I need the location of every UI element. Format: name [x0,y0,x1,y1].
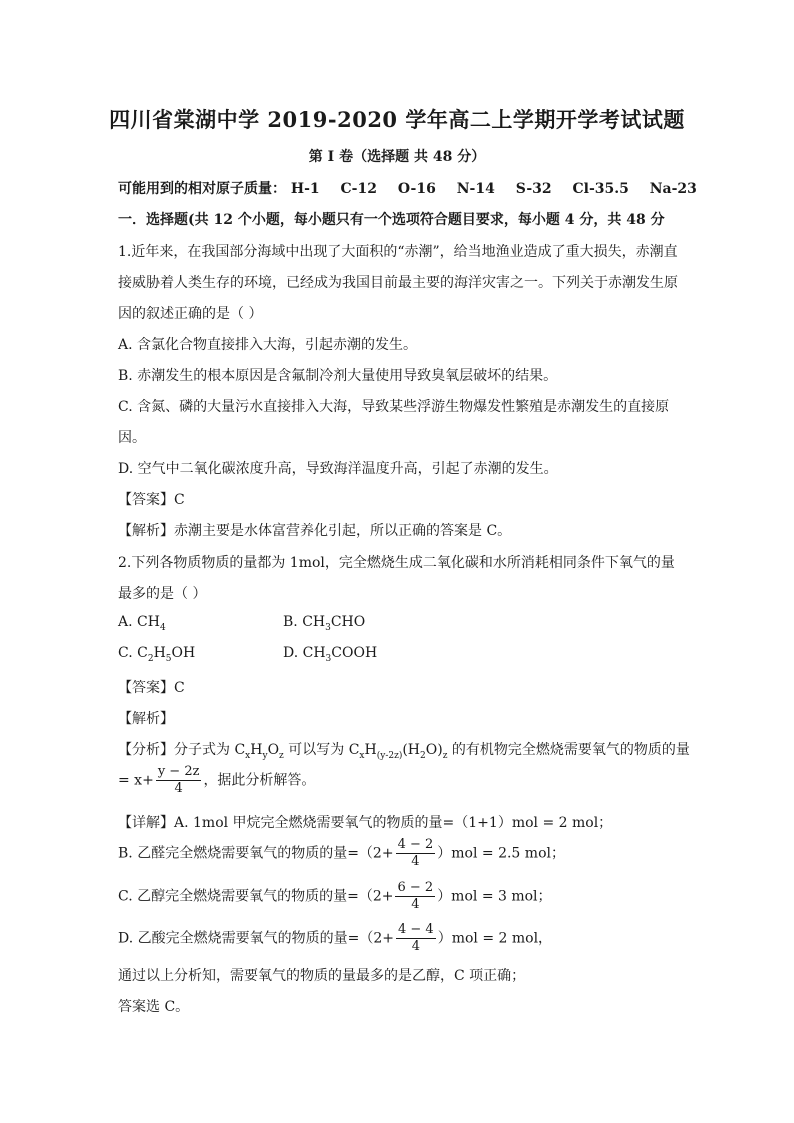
q2-analysis-label: 【解析】 [118,711,174,727]
detail-c-fraction: $\frac{6 - 2}{4}$ [397,880,434,912]
q1-stem-line3: 因的叙述正确的是（ ） [118,306,263,322]
atomic-mass-cl: Cl-35.5 [572,181,629,197]
detail-d-fraction: $\frac{4 - 4}{4}$ [398,922,434,954]
q1-analysis: 【解析】赤潮主要是水体富营养化引起，所以正确的答案是 C。 [118,523,512,539]
atomic-mass-n: N-14 [456,181,495,197]
atomic-mass-na: Na-23 [649,181,697,197]
q2-conclusion: 通过以上分析知，需要氧气的物质的量最多的是乙醇，C 项正确； [118,968,526,984]
q1-answer: 【答案】C [118,492,185,508]
atomic-mass-c: C-12 [340,181,377,197]
q1-option-d: D. 空气中二氧化碳浓度升高，导致海洋温度升高，引起了赤潮的发生。 [118,461,558,477]
q1-option-c-line1: C. 含氮、磷的大量污水直接排入大海，导致某些浮游生物爆发性繁殖是赤潮发生的直接原 [118,399,670,415]
q1-option-c-line2: 因。 [118,430,146,446]
q2-detail-b: B. 乙醛完全燃烧需要氧气的物质的量=（2+ $\frac{4 - 2}{4}$ ）mol = 2.5 mol； [118,837,565,869]
q2-formula-line: = x+ $\frac{y - 2z}{4}$ ，据此分析解答。 [118,764,316,796]
q2-option-b: B. $CH_3CHO$ [283,614,366,633]
q2-stem-line1: 2.下列各物质物质的量都为 1mol，完全燃烧生成二氧化碳和水所消耗相同条件下氧气的量 [118,555,675,571]
atomic-mass-h: H-1 [290,181,320,197]
q2-fenxi-line: 【分析】分子式为 $C_xH_yO_z$ 可以写为 $C_xH_{(y-2z)}(H_2O)_z$ 的有机物完全燃烧需要氧气的物质的量 [118,742,690,761]
q2-detail-c: C. 乙醇完全燃烧需要氧气的物质的量=（2+ $\frac{6 - 2}{4}$ ）mol = 3 mol； [118,880,552,912]
q2-option-d: D. $CH_3COOH$ [283,645,378,664]
q1-stem-line2: 接威胁着人类生存的环境，已经成为我国目前最主要的海洋灾害之一。下列关于赤潮发生原 [118,275,678,291]
q2-final-answer: 答案选 C。 [118,999,190,1015]
atomic-masses-label: 可能用到的相对原子质量： [118,181,286,197]
section-heading: 一．选择题(共 12 个小题，每小题只有一个选项符合题目要求，每小题 4 分，共 48 分 [118,212,665,228]
atomic-mass-o: O-16 [397,181,436,197]
q2-option-c: C. $C_2H_5OH$ [118,645,196,664]
formula-fraction: $\frac{y - 2z}{4}$ [157,764,200,796]
section-subtitle: 第 I 卷（选择题 共 48 分） [308,149,486,165]
q2-answer: 【答案】C [118,680,185,696]
detail-b-fraction: $\frac{4 - 2}{4}$ [397,837,434,869]
atomic-mass-s: S-32 [515,181,552,197]
page-title: 四川省棠湖中学 2019-2020 学年高二上学期开学考试试题 [109,107,685,132]
atomic-masses-line [118,178,697,198]
q2-detail-a: 【详解】A. 1mol 甲烷完全燃烧需要氧气的物质的量=（1+1）mol = 2 mol； [118,815,613,831]
q2-stem-line2: 最多的是（ ） [118,586,207,602]
q2-detail-d: D. 乙酸完全燃烧需要氧气的物质的量=（2+ $\frac{4 - 4}{4}$ ）mol = 2 mol， [118,922,553,954]
q1-stem-line1: 1.近年来，在我国部分海域中出现了大面积的“赤潮”，给当地渔业造成了重大损失，赤潮直 [118,244,678,260]
q1-option-a: A. 含氯化合物直接排入大海，引起赤潮的发生。 [118,337,418,353]
q1-option-b: B. 赤潮发生的根本原因是含氟制冷剂大量使用导致臭氧层破坏的结果。 [118,368,558,384]
q2-option-a: A. $CH_4$ [118,614,166,633]
